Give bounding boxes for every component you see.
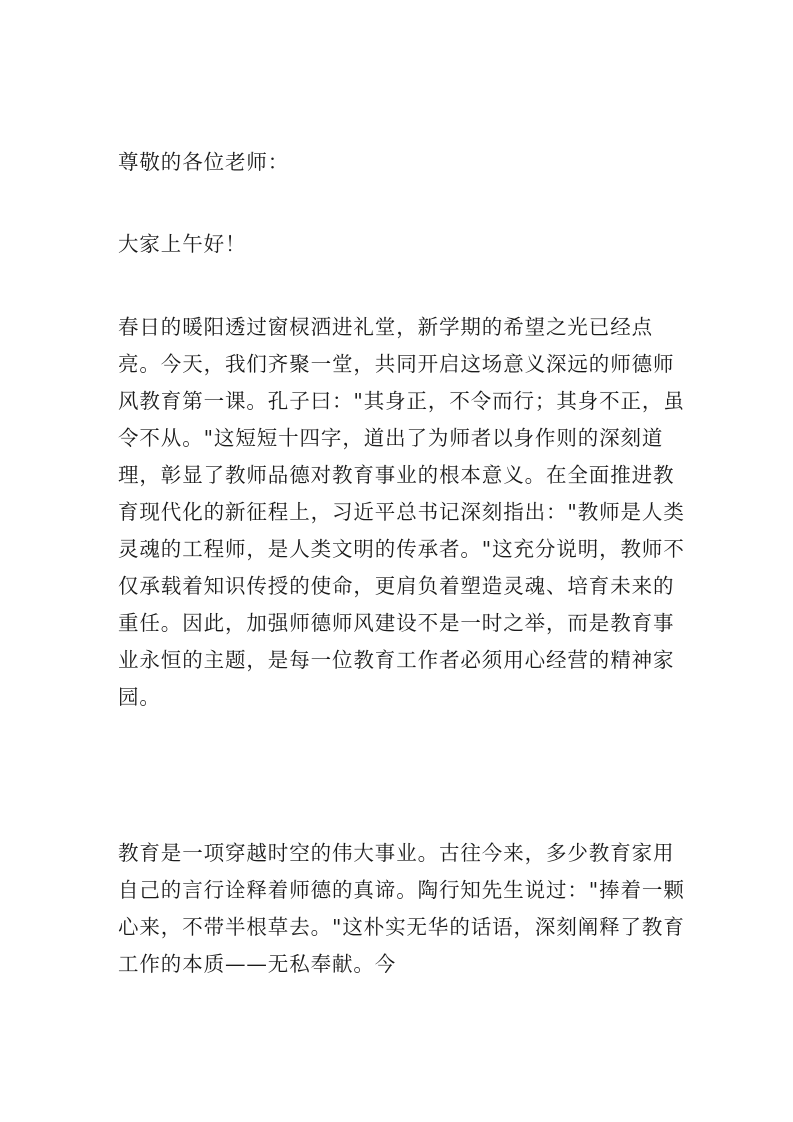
greeting: 大家上午好！ <box>118 232 247 256</box>
body-paragraph-2: 教育是一项穿越时空的伟大事业。古往今来，多少教育家用自己的言行诠释着师德的真谛。陶行知先生说过："捧着一颗心来，不带半根草去。"这朴实无华的话语，深刻阐释了教育工作的本质——无私奉献。今 <box>118 841 685 976</box>
body-paragraph-1: 春日的暖阳透过窗棂洒进礼堂，新学期的希望之光已经点亮。今天，我们齐聚一堂，共同开启这场意义深远的师德师风教育第一课。孔子曰："其身正，不令而行；其身不正，虽令不从。"这短短十四字，道出了为师者以身作则的深刻道理，彰显了教师品德对教育事业的根本意义。在全面推进教育现代化的新征程上，习近平总书记深刻指出："教师是人类灵魂的工程师，是人类文明的传承者。"这充分说明，教师不仅承载着知识传授的使命，更肩负着塑造灵魂、培育未来的重任。因此，加强师德师风建设不是一时之举，而是教育事业永恒的主题，是每一位教育工作者必须用心经营的精神家园。 <box>118 315 685 709</box>
salutation: 尊敬的各位老师： <box>118 150 290 174</box>
